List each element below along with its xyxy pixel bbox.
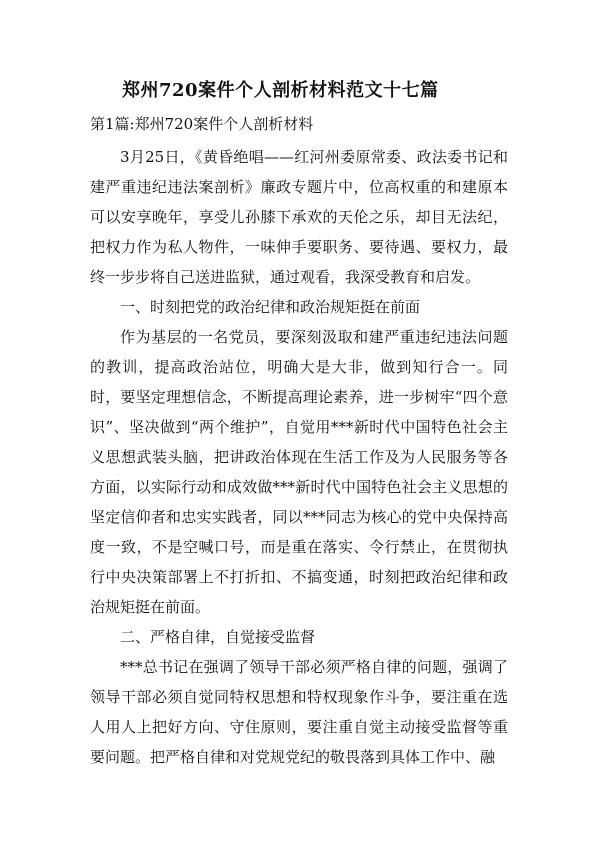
paragraph-self-discipline: ***总书记在强调了领导干部必须严格自律的问题，强调了领导干部必须自觉同特权思想和特权现象作斗争，要注重在选人用人上把好方向、守住原则，要注重自觉主动接受监督等重要问题。把严格自律和对党规党纪的敬畏落到具体工作中、融 bbox=[90, 658, 508, 766]
document-body bbox=[90, 142, 508, 772]
heading-self-discipline: 二、严格自律，自觉接受监督 bbox=[120, 628, 316, 646]
document-title: 郑州720案件个人剖析材料范文十七篇 bbox=[122, 80, 439, 101]
paragraph-political-discipline: 作为基层的一名党员，要深刻汲取和建严重违纪违法问题的教训，提高政治站位，明确大是大非，做到知行合一。同时，要坚定理想信念，不断提高理论素养，进一步树牢“四个意识”、坚决做到“两个维护”，自觉用***新时代中国特色社会主义思想武装头脑，把讲政治体现在生活工作及为人民服务等各方面，以实际行动和成效做***新时代中国特色社会主义思想的坚定信仰者和忠实实践者，同以***同志为核心的党中央保持高度一致，不是空喊口号，而是重在落实、令行禁止，在贯彻执行中央决策部署上不打折扣、不搞变通，时刻把政治纪律和政治规矩挺在前面。 bbox=[90, 328, 508, 616]
heading-political-discipline: 一、时刻把党的政治纪律和政治规矩挺在前面 bbox=[120, 298, 421, 316]
section-title: 第1篇:郑州720案件个人剖析材料 bbox=[90, 115, 314, 133]
paragraph-intro: 3月25日，《黄昏绝唱——红河州委原常委、政法委书记和建严重违纪违法案剖析》廉政专题片中，位高权重的和建原本可以安享晚年，享受儿孙膝下承欢的天伦之乐，却目无法纪，把权力作为私人物件，一味伸手要职务、要待遇、要权力，最终一步步将自己送进监狱，通过观看，我深受教育和启发。 bbox=[90, 148, 508, 286]
